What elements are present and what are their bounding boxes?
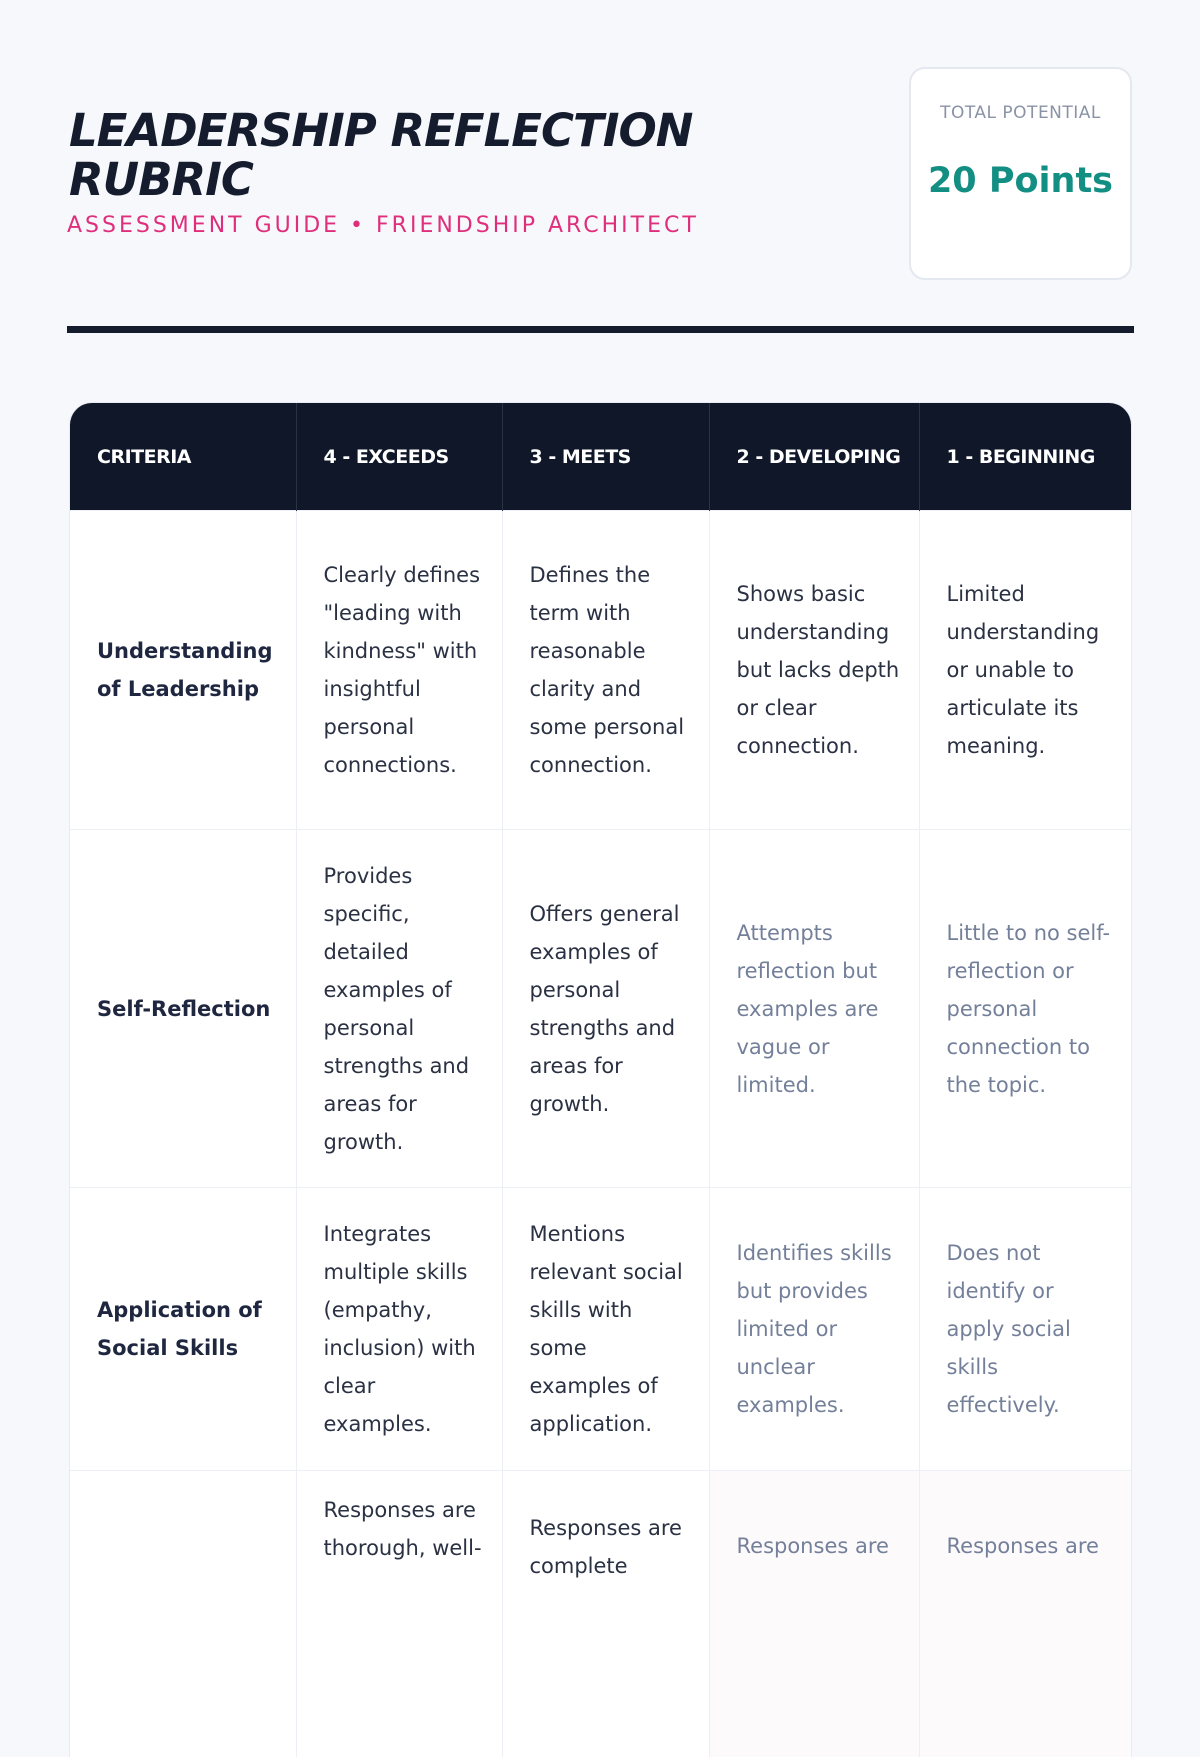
developing-cell: Responses are xyxy=(709,1471,919,1757)
rubric-header-row xyxy=(70,403,1131,511)
beginning-cell: Does not identify or apply social skills effectively. xyxy=(919,1188,1131,1471)
criterion-cell: Self-Reflection xyxy=(70,830,296,1188)
rubric-row-social-skills xyxy=(70,1188,1131,1471)
column-header-beginning: 1 - BEGINNING xyxy=(919,403,1131,511)
criterion-cell: Application of Social Skills xyxy=(70,1188,296,1471)
column-header-meets: 3 - MEETS xyxy=(502,403,709,511)
beginning-cell: Responses are xyxy=(919,1471,1131,1757)
beginning-cell: Limited understanding or unable to articulate its meaning. xyxy=(919,511,1131,830)
developing-cell: Shows basic understanding but lacks depth or clear connection. xyxy=(709,511,919,830)
criterion-cell xyxy=(70,1471,296,1757)
beginning-cell: Little to no self-reflection or personal connection to the topic. xyxy=(919,830,1131,1188)
total-points-value: 20 Points xyxy=(921,155,1120,207)
header-divider xyxy=(67,326,1134,333)
exceeds-cell: Responses are thorough, well- xyxy=(296,1471,502,1757)
meets-cell: Defines the term with reasonable clarity and some personal connection. xyxy=(502,511,709,830)
rubric-row-understanding xyxy=(70,511,1131,830)
column-header-criteria: CRITERIA xyxy=(70,403,296,511)
rubric-table xyxy=(70,403,1131,1757)
meets-cell: Mentions relevant social skills with some examples of application. xyxy=(502,1188,709,1471)
column-header-developing: 2 - DEVELOPING xyxy=(709,403,919,511)
page-title: LEADERSHIP REFLECTION RUBRIC xyxy=(69,106,869,204)
exceeds-cell: Provides specific, detailed examples of personal strengths and areas for growth. xyxy=(296,830,502,1188)
criterion-cell: Understanding of Leadership xyxy=(70,511,296,830)
total-points-label: TOTAL POTENTIAL xyxy=(931,100,1110,126)
page-header xyxy=(67,67,1134,282)
meets-cell: Offers general examples of personal strengths and areas for growth. xyxy=(502,830,709,1188)
rubric-row-self-reflection xyxy=(70,830,1131,1188)
total-points-card xyxy=(909,67,1132,280)
rubric-row-partial xyxy=(70,1471,1131,1757)
exceeds-cell: Integrates multiple skills (empathy, inclusion) with clear examples. xyxy=(296,1188,502,1471)
page-subtitle: ASSESSMENT GUIDE • FRIENDSHIP ARCHITECT xyxy=(67,213,699,238)
developing-cell: Attempts reflection but examples are vague or limited. xyxy=(709,830,919,1188)
column-header-exceeds: 4 - EXCEEDS xyxy=(296,403,502,511)
developing-cell: Identifies skills but provides limited or unclear examples. xyxy=(709,1188,919,1471)
exceeds-cell: Clearly defines "leading with kindness" with insightful personal connections. xyxy=(296,511,502,830)
meets-cell: Responses are complete xyxy=(502,1471,709,1757)
